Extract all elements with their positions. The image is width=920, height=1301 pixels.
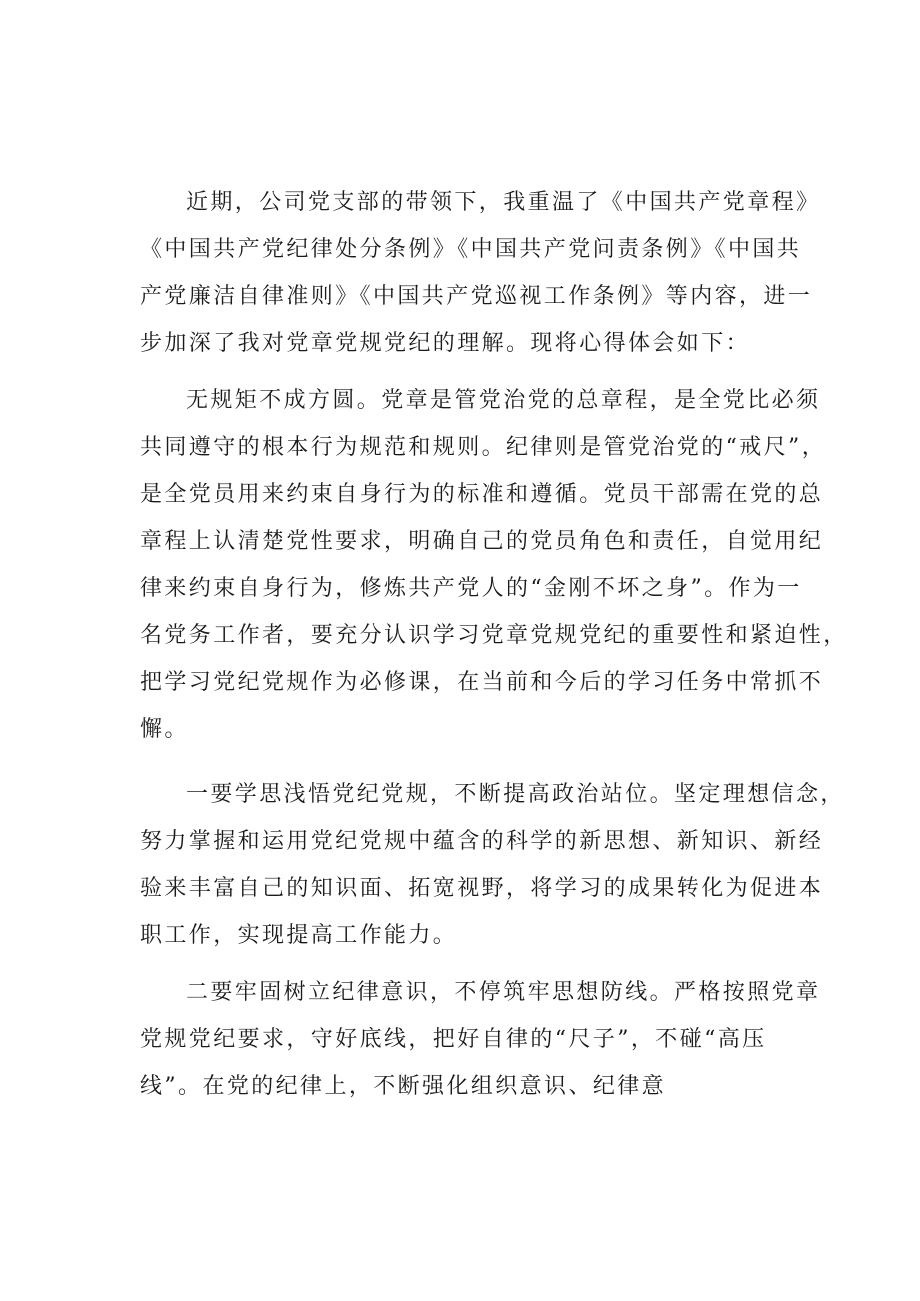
paragraph-3-line-4: 职工作，实现提高工作能力。 xyxy=(140,923,458,948)
document-body xyxy=(140,179,848,1110)
paragraph-3-line-1: 一要学思浅悟党纪党规，不断提高政治站位。坚定理想信念， xyxy=(186,782,845,807)
paragraph-1 xyxy=(140,179,821,367)
paragraph-2-line-7: 把学习党纪党规作为必修课，在当前和今后的学习任务中常抓不 xyxy=(140,670,824,695)
paragraph-spacer xyxy=(140,753,805,771)
paragraph-1-line-1: 近期，公司党支部的带领下，我重温了《中国共产党章程》 xyxy=(186,190,821,215)
paragraph-2-line-3: 是全党员用来约束自身行为的标准和遵循。党员干部需在党的总 xyxy=(140,482,824,507)
paragraph-4-line-1: 二要牢固树立纪律意识，不停筑牢思想防线。严格按照党章 xyxy=(186,980,821,1005)
paragraph-1-line-4: 步加深了我对党章党规党纪的理解。现将心得体会如下： xyxy=(140,331,751,356)
paragraph-2-line-1: 无规矩不成方圆。党章是管党治党的总章程，是全党比必须 xyxy=(186,388,821,413)
paragraph-2-line-2: 共同遵守的根本行为规范和规则。纪律则是管党治党的“戒尺”， xyxy=(140,435,827,460)
paragraph-4-line-2: 党规党纪要求，守好底线，把好自律的“尺子”，不碰“高压 xyxy=(140,1027,767,1052)
paragraph-3-line-2: 努力掌握和运用党纪党规中蕴含的科学的新思想、新知识、新经 xyxy=(140,829,824,854)
paragraph-4-line-3: 线”。在党的纪律上，不断强化组织意识、纪律意 xyxy=(140,1074,667,1099)
paragraph-2-line-5: 律来约束自身行为，修炼共产党人的“金刚不坏之身”。作为一 xyxy=(140,576,802,601)
paragraph-2-line-4: 章程上认清楚党性要求，明确自己的党员角色和责任，自觉用纪 xyxy=(140,529,824,554)
paragraph-2-line-8: 懈。 xyxy=(140,717,189,742)
paragraph-1-line-2: 《中国共产党纪律处分条例》《中国共产党问责条例》《中国共 xyxy=(140,237,802,262)
paragraph-3-line-3: 验来丰富自己的知识面、拓宽视野，将学习的成果转化为促进本 xyxy=(140,876,824,901)
paragraph-3 xyxy=(140,771,845,959)
paragraph-2-line-6: 名党务工作者，要充分认识学习党章党规党纪的重要性和紧迫性， xyxy=(140,623,848,648)
paragraph-1-line-3: 产党廉洁自律准则》《中国共产党巡视工作条例》等内容，进一 xyxy=(140,284,813,309)
paragraph-spacer xyxy=(140,367,805,377)
paragraph-2 xyxy=(140,377,848,753)
paragraph-4 xyxy=(140,969,821,1110)
paragraph-spacer xyxy=(140,959,805,969)
